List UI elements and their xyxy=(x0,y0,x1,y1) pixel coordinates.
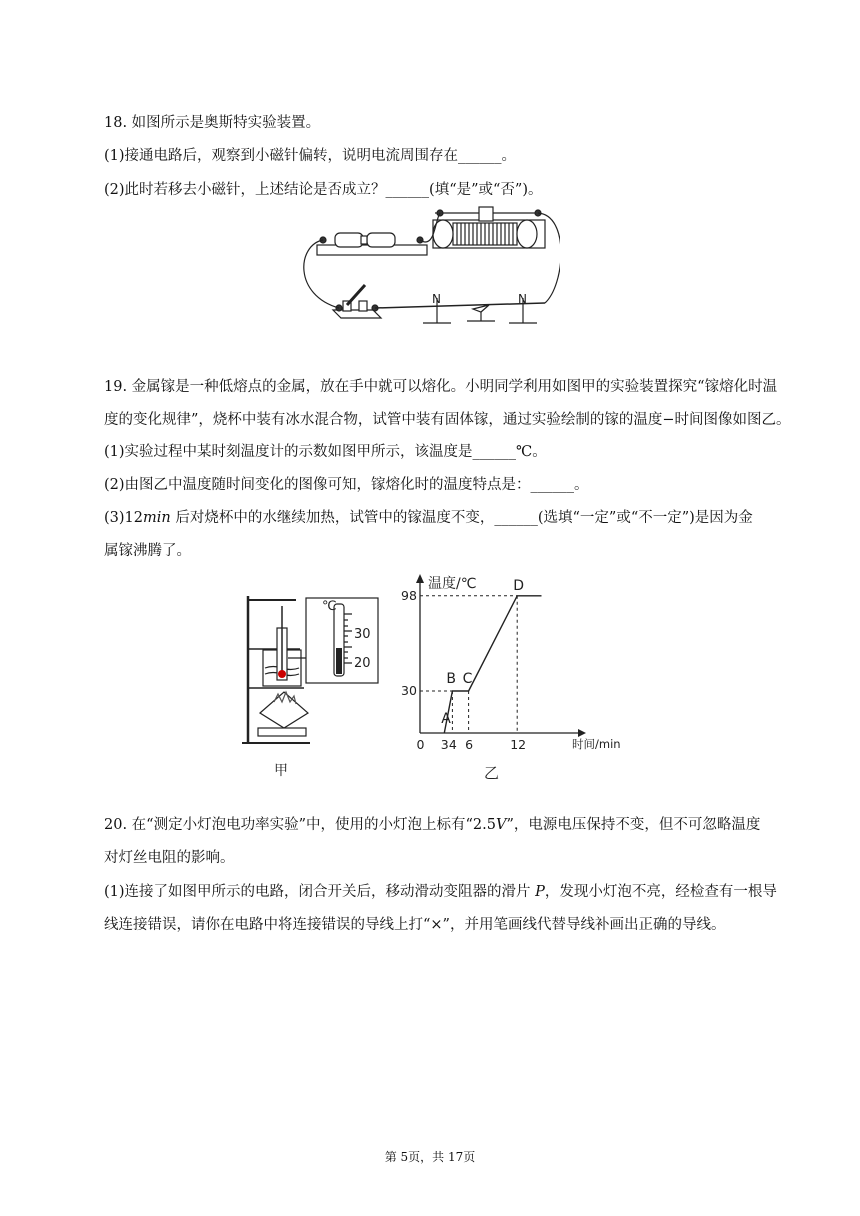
q19-part3-unit: min xyxy=(143,510,171,526)
q20-intro-prefix: 20. 在“测定小灯泡电功率实验”中，使用的小灯泡上标有“2.5 xyxy=(104,817,496,833)
x-tick-label: 12 xyxy=(510,737,527,752)
y-axis-arrow-icon xyxy=(416,574,424,583)
oersted-apparatus-figure xyxy=(295,205,560,335)
q19-part3-continued: 属镓沸腾了。 xyxy=(104,543,191,559)
point-label-B: B xyxy=(446,671,457,687)
q20-part1-suffix: ，发现小灯泡不亮，经检查有一根导 xyxy=(544,884,777,900)
x-axis-label: 时间/min xyxy=(572,737,621,751)
x-axis-arrow-icon xyxy=(578,729,586,737)
x-tick-label: 3 xyxy=(440,737,449,752)
q20-part1-prefix: (1)连接了如图甲所示的电路，闭合开关后，移动滑动变阻器的滑片 xyxy=(104,884,536,900)
q18-part2: (2)此时若移去小磁针，上述结论是否成立？______(填“是”或“否”)。 xyxy=(104,182,543,198)
q20-intro-line2: 对灯丝电阻的影响。 xyxy=(104,850,235,866)
page-footer: 第 5页，共 17页 xyxy=(384,1150,476,1164)
x-tick-label: 6 xyxy=(465,737,474,752)
q18-title: 18. 如图所示是奥斯特实验装置。 xyxy=(104,115,321,131)
q19-intro-line2: 度的变化规律”，烧杯中装有冰水混合物，试管中装有固体镓，通过实验绘制的镓的温度−时间图像如图乙。 xyxy=(104,412,791,428)
thermometer-tick-20: 20 xyxy=(354,656,371,671)
temperature-series-line xyxy=(444,596,541,733)
point-label-C: C xyxy=(462,671,473,687)
point-label-D: D xyxy=(513,577,524,594)
q19-part3 xyxy=(104,508,753,528)
q20-intro-unit: V xyxy=(495,817,507,833)
q19-part3-prefix: (3)12 xyxy=(104,510,143,526)
q20-part1-variable: P xyxy=(535,884,545,900)
point-label-A: A xyxy=(441,711,451,727)
q19-part2: (2)由图乙中温度随时间变化的图像可知，镓熔化时的温度特点是：______。 xyxy=(104,477,589,493)
q20-intro-suffix: ”，电源电压保持不变，但不可忽略温度 xyxy=(506,817,761,833)
compass-n-label-2: N xyxy=(518,292,527,306)
figure-b-caption: 乙 xyxy=(484,764,500,782)
q19-intro-line1: 19. 金属镓是一种低熔点的金属，放在手中就可以熔化。小明同学利用如图甲的实验装置探究“镓熔化时温 xyxy=(104,379,778,395)
temperature-time-chart xyxy=(398,570,630,785)
y-tick-label: 30 xyxy=(401,683,417,698)
q19-part3-text: 后对烧杯中的水继续加热，试管中的镓温度不变，______(选填“一定”或“不一定”)是因为金 xyxy=(170,510,753,526)
compass-n-label-1: N xyxy=(432,292,441,306)
q18-part1: (1)接通电路后，观察到小磁针偏转，说明电流周围存在______。 xyxy=(104,148,517,164)
q19-part1: (1)实验过程中某时刻温度计的示数如图甲所示，该温度是______℃。 xyxy=(104,444,547,460)
q20-part1-line1 xyxy=(104,882,777,902)
q20-part1-line2: 线连接错误，请你在电路中将连接错误的导线上打“×”，并用笔画线代替导线补画出正确的导线。 xyxy=(104,917,726,933)
x-tick-label: 0 xyxy=(416,737,425,752)
q20-intro-line1 xyxy=(104,815,760,835)
x-tick-label: 4 xyxy=(448,737,457,752)
thermometer-unit-label: ℃ xyxy=(322,599,337,614)
thermometer-tick-30: 30 xyxy=(354,627,371,642)
y-tick-label: 98 xyxy=(401,587,417,603)
figure-a-caption: 甲 xyxy=(274,763,288,779)
melting-apparatus-figure xyxy=(238,588,388,783)
y-axis-label: 温度/℃ xyxy=(428,576,477,592)
